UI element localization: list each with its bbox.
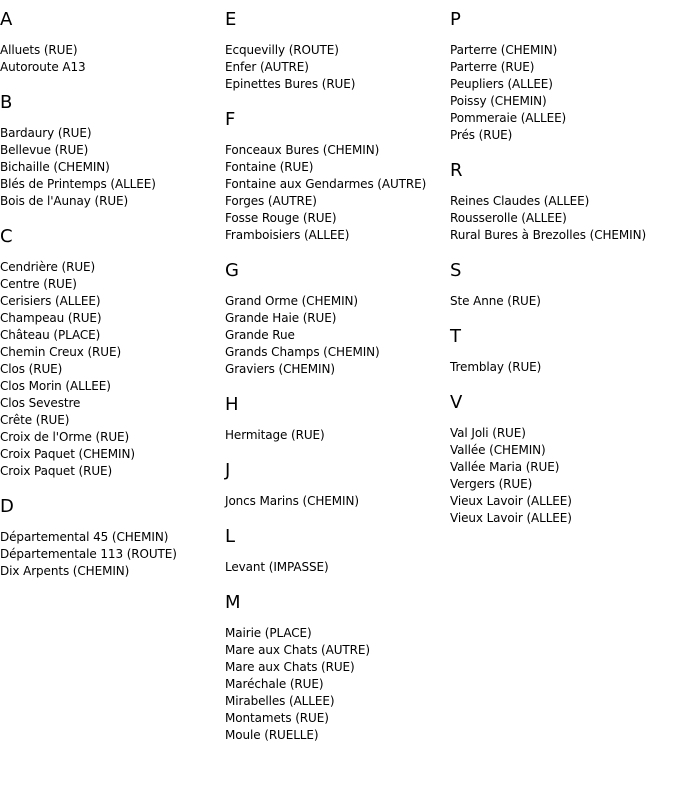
letter-section [225, 460, 447, 510]
street-item: Ecquevilly (ROUTE) [225, 43, 339, 57]
street-item: Mirabelles (ALLEE) [225, 694, 335, 708]
section-letter-heading: D [0, 496, 14, 517]
section-letter-heading: F [225, 109, 236, 130]
letter-section [0, 9, 222, 76]
street-item: Framboisiers (ALLEE) [225, 228, 350, 242]
street-item: Crête (RUE) [0, 413, 70, 427]
street-item: Peupliers (ALLEE) [450, 77, 553, 91]
street-item: Autoroute A13 [0, 60, 86, 74]
letter-section [225, 260, 447, 378]
section-letter-heading: B [0, 92, 13, 113]
street-item: Champeau (RUE) [0, 311, 102, 325]
street-item: Cerisiers (ALLEE) [0, 294, 101, 308]
street-item: Poissy (CHEMIN) [450, 94, 547, 108]
street-item: Parterre (RUE) [450, 60, 535, 74]
section-letter-heading: G [225, 260, 239, 281]
street-item: Croix de l'Orme (RUE) [0, 430, 130, 444]
street-item: Fontaine aux Gendarmes (AUTRE) [225, 177, 427, 191]
street-item: Rural Bures à Brezolles (CHEMIN) [450, 228, 647, 242]
street-item: Clos Morin (ALLEE) [0, 379, 111, 393]
letter-section [0, 92, 222, 210]
section-letter-heading: E [225, 9, 237, 30]
street-item: Fontaine (RUE) [225, 160, 314, 174]
letter-section [0, 496, 222, 580]
street-item: Val Joli (RUE) [450, 426, 526, 440]
street-item: Fosse Rouge (RUE) [225, 211, 337, 225]
street-item: Moule (RUELLE) [225, 728, 319, 742]
street-item: Rousserolle (ALLEE) [450, 211, 567, 225]
street-item: Prés (RUE) [450, 128, 513, 142]
section-letter-heading: M [225, 592, 241, 613]
street-item: Vieux Lavoir (ALLEE) [450, 494, 572, 508]
street-index-column [0, 9, 222, 596]
street-item: Levant (IMPASSE) [225, 560, 329, 574]
street-item: Mairie (PLACE) [225, 626, 312, 640]
letter-section [450, 160, 675, 244]
street-item: Maréchale (RUE) [225, 677, 324, 691]
letter-section [225, 394, 447, 444]
street-item: Centre (RUE) [0, 277, 77, 291]
street-item: Cendrière (RUE) [0, 260, 96, 274]
letter-section [225, 109, 447, 244]
letter-section [225, 9, 447, 93]
street-item: Enfer (AUTRE) [225, 60, 309, 74]
section-letter-heading: H [225, 394, 239, 415]
street-index-column [450, 9, 675, 543]
letter-section [450, 392, 675, 527]
section-letter-heading: J [225, 460, 231, 481]
letter-section [225, 526, 447, 576]
street-item: Vallée Maria (RUE) [450, 460, 560, 474]
street-item: Départementale 113 (ROUTE) [0, 547, 177, 561]
street-item: Epinettes Bures (RUE) [225, 77, 356, 91]
street-item: Vallée (CHEMIN) [450, 443, 546, 457]
street-item: Grands Champs (CHEMIN) [225, 345, 380, 359]
street-item: Pommeraie (ALLEE) [450, 111, 567, 125]
section-letter-heading: L [225, 526, 236, 547]
letter-section [225, 592, 447, 744]
street-item: Graviers (CHEMIN) [225, 362, 335, 376]
street-item: Montamets (RUE) [225, 711, 329, 725]
street-item: Dix Arpents (CHEMIN) [0, 564, 130, 578]
street-item: Grande Haie (RUE) [225, 311, 337, 325]
street-item: Alluets (RUE) [0, 43, 78, 57]
street-item: Grande Rue [225, 328, 295, 342]
street-item: Parterre (CHEMIN) [450, 43, 558, 57]
street-item: Hermitage (RUE) [225, 428, 325, 442]
section-letter-heading: T [450, 326, 461, 347]
letter-section [450, 260, 675, 310]
letter-section [450, 9, 675, 144]
street-item: Bellevue (RUE) [0, 143, 89, 157]
street-item: Tremblay (RUE) [450, 360, 542, 374]
street-item: Bois de l'Aunay (RUE) [0, 194, 129, 208]
street-item: Mare aux Chats (AUTRE) [225, 643, 370, 657]
street-item: Vieux Lavoir (ALLEE) [450, 511, 572, 525]
section-letter-heading: R [450, 160, 463, 181]
street-item: Bardaury (RUE) [0, 126, 92, 140]
street-item: Bichaille (CHEMIN) [0, 160, 110, 174]
street-item: Mare aux Chats (RUE) [225, 660, 355, 674]
street-item: Forges (AUTRE) [225, 194, 317, 208]
street-item: Clos (RUE) [0, 362, 63, 376]
letter-section [450, 326, 675, 376]
street-item: Clos Sevestre [0, 396, 81, 410]
street-item: Croix Paquet (RUE) [0, 464, 113, 478]
letter-section [0, 226, 222, 480]
section-letter-heading: V [450, 392, 463, 413]
street-item: Fonceaux Bures (CHEMIN) [225, 143, 380, 157]
street-item: Blés de Printemps (ALLEE) [0, 177, 156, 191]
street-item: Départemental 45 (CHEMIN) [0, 530, 169, 544]
street-item: Croix Paquet (CHEMIN) [0, 447, 135, 461]
street-item: Chemin Creux (RUE) [0, 345, 122, 359]
street-index-column [225, 9, 447, 760]
street-item: Reines Claudes (ALLEE) [450, 194, 590, 208]
street-item: Joncs Marins (CHEMIN) [225, 494, 359, 508]
street-item: Grand Orme (CHEMIN) [225, 294, 358, 308]
section-letter-heading: P [450, 9, 461, 30]
street-item: Château (PLACE) [0, 328, 101, 342]
street-item: Vergers (RUE) [450, 477, 533, 491]
section-letter-heading: C [0, 226, 13, 247]
section-letter-heading: A [0, 9, 13, 30]
section-letter-heading: S [450, 260, 462, 281]
street-item: Ste Anne (RUE) [450, 294, 541, 308]
